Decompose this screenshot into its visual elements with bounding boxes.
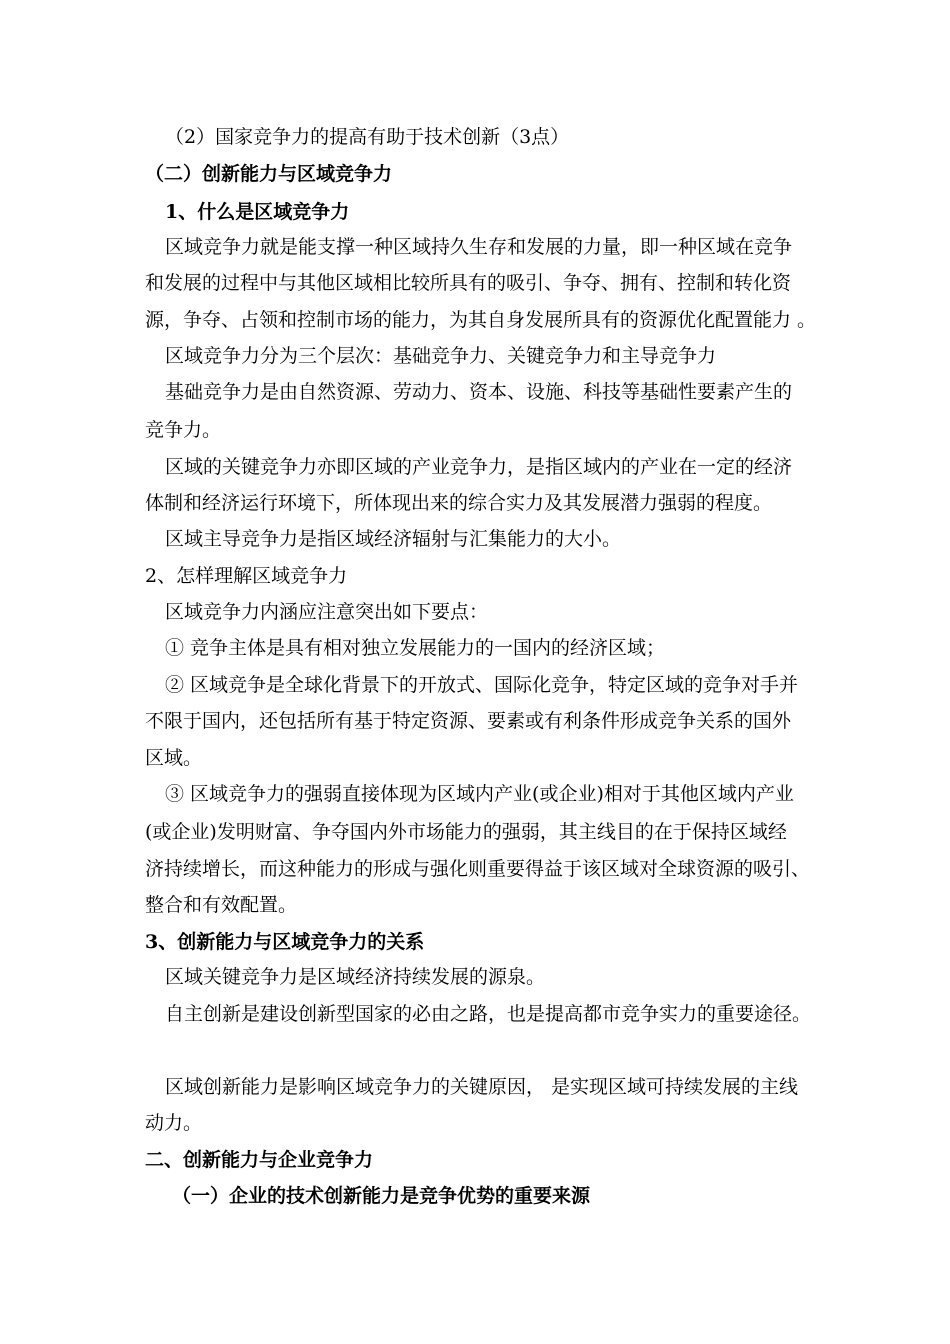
point-1: ① 竞争主体是具有相对独立发展能力的一国内的经济区域； — [165, 637, 666, 659]
subheading-3: 3、创新能力与区域竞争力的关系 — [145, 931, 425, 953]
paragraph-line: (或企业)发明财富、争夺国内外市场能力的强弱，其主线目的在于保持区域经 — [145, 821, 787, 843]
paragraph-line: 区域竞争力内涵应注意突出如下要点： — [165, 601, 489, 623]
paragraph-line: 动力。 — [145, 1112, 203, 1134]
subheading-2: 2、怎样理解区域竞争力 — [145, 565, 348, 587]
paragraph-line: 源，争夺、占领和控制市场的能力，为其自身发展所具有的资源优化配置能力 。 — [145, 309, 817, 331]
paragraph-line: 和发展的过程中与其他区域相比较所具有的吸引、争夺、拥有、控制和转化资 — [145, 272, 792, 294]
paragraph-line: 济持续增长，而这种能力的形成与强化则重要得益于该区域对全球资源的吸引、 — [145, 858, 811, 880]
paragraph-line: 区域竞争力分为三个层次：基础竞争力、关键竞争力和主导竞争力 — [165, 345, 717, 367]
section-heading-two: 二、创新能力与企业竞争力 — [145, 1149, 374, 1171]
point-3: ③ 区域竞争力的强弱直接体现为区域内产业(或企业)相对于其他区域内产业 — [165, 783, 794, 805]
paragraph-line: 区域。 — [145, 747, 203, 769]
section-heading-2: （二）创新能力与区域竞争力 — [145, 163, 393, 185]
subheading-1: 1、什么是区域竞争力 — [165, 201, 350, 223]
paragraph-line: 体制和经济运行环境下，所体现出来的综合实力及其发展潜力强弱的程度。 — [145, 492, 773, 514]
paragraph-line: 自主创新是建设创新型国家的必由之路，也是提高都市竞争实力的重要途径。 — [165, 1003, 812, 1025]
paragraph-line: 整合和有效配置。 — [145, 894, 298, 916]
point-2: ② 区域竞争是全球化背景下的开放式、国际化竞争，特定区域的竞争对手并 — [165, 674, 799, 696]
subsection-heading-one: （一）企业的技术创新能力是竞争优势的重要来源 — [172, 1185, 591, 1207]
paragraph-line: 区域关键竞争力是区域经济持续发展的源泉。 — [165, 966, 546, 988]
paragraph-line: 不限于国内，还包括所有基于特定资源、要素或有利条件形成竞争关系的国外 — [145, 710, 792, 732]
paragraph-line: 区域创新能力是影响区域竞争力的关键原因， 是实现区域可持续发展的主线 — [165, 1076, 799, 1098]
paragraph-line: 区域的关键竞争力亦即区域的产业竞争力，是指区域内的产业在一定的经济 — [165, 456, 793, 478]
paragraph-line: 基础竞争力是由自然资源、劳动力、资本、设施、科技等基础性要素产生的 — [165, 381, 793, 403]
line-1: （2）国家竞争力的提高有助于技术创新（3点） — [165, 126, 570, 148]
paragraph-line: 区域竞争力就是能支撑一种区域持久生存和发展的力量，即一种区域在竞争 — [165, 236, 793, 258]
paragraph-line: 区域主导竞争力是指区域经济辐射与汇集能力的大小。 — [165, 528, 622, 550]
paragraph-line: 竞争力。 — [145, 419, 222, 441]
